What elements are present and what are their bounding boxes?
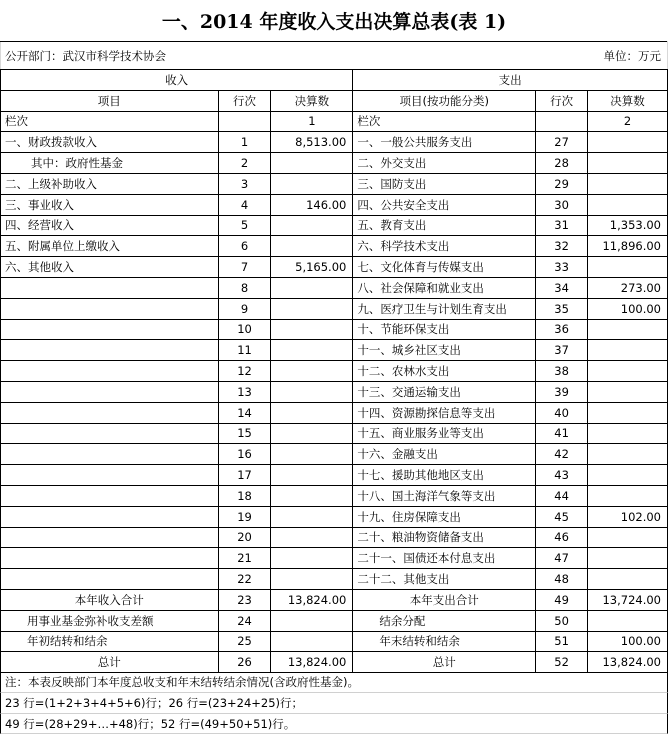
expense-amount-header: 决算数 (588, 90, 668, 111)
income-item (1, 402, 219, 423)
income-row-number: 22 (218, 569, 271, 590)
table-row (1, 527, 668, 548)
income-item (1, 485, 219, 506)
section-header-row (1, 70, 668, 91)
table-row (1, 444, 668, 465)
income-amount (271, 402, 353, 423)
expense-amount (588, 319, 668, 340)
notes-section (0, 672, 668, 734)
income-row-number: 2 (218, 153, 271, 174)
total-row (1, 631, 668, 652)
income-amount (271, 340, 353, 361)
expense-row-number: 42 (536, 444, 588, 465)
income-column-label: 栏次 (1, 111, 219, 132)
income-item: 用事业基金弥补收支差额 (1, 610, 219, 631)
income-row-number: 18 (218, 485, 271, 506)
income-amount (271, 173, 353, 194)
expense-item: 二十二、其他支出 (353, 569, 536, 590)
income-item (1, 340, 219, 361)
income-amount (271, 153, 353, 174)
expense-column-number: 2 (588, 111, 668, 132)
column-header-row (1, 90, 668, 111)
income-row-number: 25 (218, 631, 271, 652)
expense-amount: 273.00 (588, 277, 668, 298)
expense-amount (588, 361, 668, 382)
expense-item: 十一、城乡社区支出 (353, 340, 536, 361)
expense-amount (588, 485, 668, 506)
income-row-number: 8 (218, 277, 271, 298)
expense-amount: 11,896.00 (588, 236, 668, 257)
income-item: 本年收入合计 (1, 589, 219, 610)
expense-item: 三、国防支出 (353, 173, 536, 194)
expense-item: 九、医疗卫生与计划生育支出 (353, 298, 536, 319)
income-item (1, 423, 219, 444)
income-row-number: 1 (218, 132, 271, 153)
income-row-number: 12 (218, 361, 271, 382)
income-item: 总计 (1, 652, 219, 673)
expense-item: 十三、交通运输支出 (353, 381, 536, 402)
income-row-number: 13 (218, 381, 271, 402)
income-row-number: 10 (218, 319, 271, 340)
table-row (1, 506, 668, 527)
income-amount (271, 465, 353, 486)
income-row-number: 17 (218, 465, 271, 486)
total-row (1, 589, 668, 610)
income-amount (271, 485, 353, 506)
expense-item-header: 项目(按功能分类) (353, 90, 536, 111)
table-row (1, 319, 668, 340)
expense-item: 六、科学技术支出 (353, 236, 536, 257)
income-amount (271, 548, 353, 569)
income-row-number: 19 (218, 506, 271, 527)
expense-row-number: 37 (536, 340, 588, 361)
expense-amount: 13,824.00 (588, 652, 668, 673)
expense-column-label: 栏次 (353, 111, 536, 132)
expense-amount (588, 381, 668, 402)
unit-label: 单位：万元 (588, 42, 668, 70)
expense-amount (588, 194, 668, 215)
expense-amount (588, 402, 668, 423)
table-row (1, 548, 668, 569)
expense-item: 十八、国土海洋气象等支出 (353, 485, 536, 506)
expense-row-number: 43 (536, 465, 588, 486)
expense-item: 二十、粮油物资储备支出 (353, 527, 536, 548)
income-amount: 5,165.00 (271, 257, 353, 278)
expense-row-number: 31 (536, 215, 588, 236)
expense-item: 一、一般公共服务支出 (353, 132, 536, 153)
meta-spacer (353, 42, 588, 70)
income-item (1, 444, 219, 465)
table-row (1, 381, 668, 402)
column-number-row (1, 111, 668, 132)
expense-item: 结余分配 (353, 610, 536, 631)
expense-amount (588, 132, 668, 153)
income-item: 三、事业收入 (1, 194, 219, 215)
income-item: 一、财政拨款收入 (1, 132, 219, 153)
income-row-number: 5 (218, 215, 271, 236)
income-amount (271, 527, 353, 548)
table-row (1, 236, 668, 257)
income-item (1, 381, 219, 402)
table-row (1, 194, 668, 215)
income-item (1, 298, 219, 319)
expense-item: 二、外交支出 (353, 153, 536, 174)
expense-amount (588, 340, 668, 361)
expense-item: 十、节能环保支出 (353, 319, 536, 340)
note-line: 49 行=(28+29+…+48)行；52 行=(49+50+51)行。 (0, 714, 668, 735)
income-amount (271, 569, 353, 590)
expense-item: 八、社会保障和就业支出 (353, 277, 536, 298)
income-row-number: 4 (218, 194, 271, 215)
table-row (1, 298, 668, 319)
meta-row (1, 42, 668, 70)
income-item (1, 506, 219, 527)
expense-row-number: 38 (536, 361, 588, 382)
table-row (1, 423, 668, 444)
income-amount (271, 444, 353, 465)
table-row (1, 402, 668, 423)
expense-row-number: 27 (536, 132, 588, 153)
income-row-number: 24 (218, 610, 271, 631)
table-row (1, 569, 668, 590)
expense-row-number: 44 (536, 485, 588, 506)
income-amount (271, 423, 353, 444)
expense-item: 十四、资源勘探信息等支出 (353, 402, 536, 423)
expense-amount: 100.00 (588, 298, 668, 319)
income-item: 六、其他收入 (1, 257, 219, 278)
expense-item: 七、文化体育与传媒支出 (353, 257, 536, 278)
expense-row-number: 45 (536, 506, 588, 527)
expense-amount (588, 548, 668, 569)
expense-row-number: 33 (536, 257, 588, 278)
income-item (1, 277, 219, 298)
income-amount: 13,824.00 (271, 652, 353, 673)
expense-item: 本年支出合计 (353, 589, 536, 610)
table-row (1, 340, 668, 361)
income-amount (271, 215, 353, 236)
expense-row-number: 34 (536, 277, 588, 298)
income-row-number: 3 (218, 173, 271, 194)
income-item: 四、经营收入 (1, 215, 219, 236)
income-item (1, 548, 219, 569)
expense-section-header: 支出 (353, 70, 668, 91)
expense-amount (588, 173, 668, 194)
expense-item: 十二、农林水支出 (353, 361, 536, 382)
budget-table (0, 41, 668, 673)
income-item (1, 465, 219, 486)
income-amount (271, 277, 353, 298)
expense-row-number: 32 (536, 236, 588, 257)
expense-item: 二十一、国债还本付息支出 (353, 548, 536, 569)
income-item (1, 319, 219, 340)
income-item (1, 569, 219, 590)
expense-item: 十五、商业服务业等支出 (353, 423, 536, 444)
income-amount (271, 298, 353, 319)
table-row (1, 465, 668, 486)
income-rowno-header: 行次 (218, 90, 271, 111)
expense-item: 十九、住房保障支出 (353, 506, 536, 527)
income-row-number: 14 (218, 402, 271, 423)
table-row (1, 257, 668, 278)
expense-row-number: 46 (536, 527, 588, 548)
income-row-number: 7 (218, 257, 271, 278)
expense-row-number: 41 (536, 423, 588, 444)
income-row-number: 6 (218, 236, 271, 257)
table-row (1, 485, 668, 506)
expense-item: 十六、金融支出 (353, 444, 536, 465)
total-row (1, 652, 668, 673)
expense-row-number: 47 (536, 548, 588, 569)
expense-row-number: 52 (536, 652, 588, 673)
income-item-header: 项目 (1, 90, 219, 111)
income-row-number: 26 (218, 652, 271, 673)
income-row-number: 20 (218, 527, 271, 548)
income-section-header: 收入 (1, 70, 353, 91)
expense-item: 四、公共安全支出 (353, 194, 536, 215)
expense-item: 五、教育支出 (353, 215, 536, 236)
income-amount (271, 236, 353, 257)
income-amount (271, 506, 353, 527)
income-amount: 146.00 (271, 194, 353, 215)
income-amount (271, 610, 353, 631)
expense-amount (588, 257, 668, 278)
table-row (1, 132, 668, 153)
income-item: 五、附属单位上缴收入 (1, 236, 219, 257)
expense-amount: 13,724.00 (588, 589, 668, 610)
note-line: 注：本表反映部门本年度总收支和年末结转结余情况(含政府性基金)。 (0, 672, 668, 693)
expense-row-number: 36 (536, 319, 588, 340)
income-item: 年初结转和结余 (1, 631, 219, 652)
expense-amount (588, 444, 668, 465)
table-row (1, 277, 668, 298)
expense-amount (588, 527, 668, 548)
expense-amount (588, 153, 668, 174)
income-amount (271, 631, 353, 652)
expense-amount: 102.00 (588, 506, 668, 527)
income-item (1, 527, 219, 548)
expense-row-number: 28 (536, 153, 588, 174)
income-item: 二、上级补助收入 (1, 173, 219, 194)
income-row-number: 9 (218, 298, 271, 319)
income-row-number: 11 (218, 340, 271, 361)
expense-row-number: 29 (536, 173, 588, 194)
total-row (1, 610, 668, 631)
expense-row-number: 49 (536, 589, 588, 610)
table-row (1, 361, 668, 382)
expense-amount (588, 610, 668, 631)
table-row (1, 173, 668, 194)
income-row-number: 23 (218, 589, 271, 610)
expense-item: 十七、援助其他地区支出 (353, 465, 536, 486)
expense-row-number: 48 (536, 569, 588, 590)
income-amount-header: 决算数 (271, 90, 353, 111)
expense-rowno-header: 行次 (536, 90, 588, 111)
income-amount (271, 361, 353, 382)
expense-row-number: 51 (536, 631, 588, 652)
expense-row-number: 35 (536, 298, 588, 319)
expense-row-number: 40 (536, 402, 588, 423)
expense-amount: 1,353.00 (588, 215, 668, 236)
table-row (1, 215, 668, 236)
income-column-number: 1 (271, 111, 353, 132)
department-label: 公开部门：武汉市科学技术协会 (1, 42, 353, 70)
income-amount: 8,513.00 (271, 132, 353, 153)
income-amount (271, 381, 353, 402)
income-amount: 13,824.00 (271, 589, 353, 610)
expense-item: 总计 (353, 652, 536, 673)
expense-amount (588, 569, 668, 590)
income-row-number: 16 (218, 444, 271, 465)
page-title: 一、2014 年度收入支出决算总表(表 1) (161, 10, 507, 33)
expense-row-number: 50 (536, 610, 588, 631)
note-line: 23 行=(1+2+3+4+5+6)行；26 行=(23+24+25)行； (0, 693, 668, 714)
income-row-number: 21 (218, 548, 271, 569)
expense-item: 年末结转和结余 (353, 631, 536, 652)
income-row-number: 15 (218, 423, 271, 444)
income-amount (271, 319, 353, 340)
income-item: 其中：政府性基金 (1, 153, 219, 174)
table-row (1, 153, 668, 174)
expense-row-number: 39 (536, 381, 588, 402)
expense-amount (588, 423, 668, 444)
income-item (1, 361, 219, 382)
expense-amount (588, 465, 668, 486)
expense-amount: 100.00 (588, 631, 668, 652)
expense-row-number: 30 (536, 194, 588, 215)
budget-table-container (0, 41, 668, 673)
